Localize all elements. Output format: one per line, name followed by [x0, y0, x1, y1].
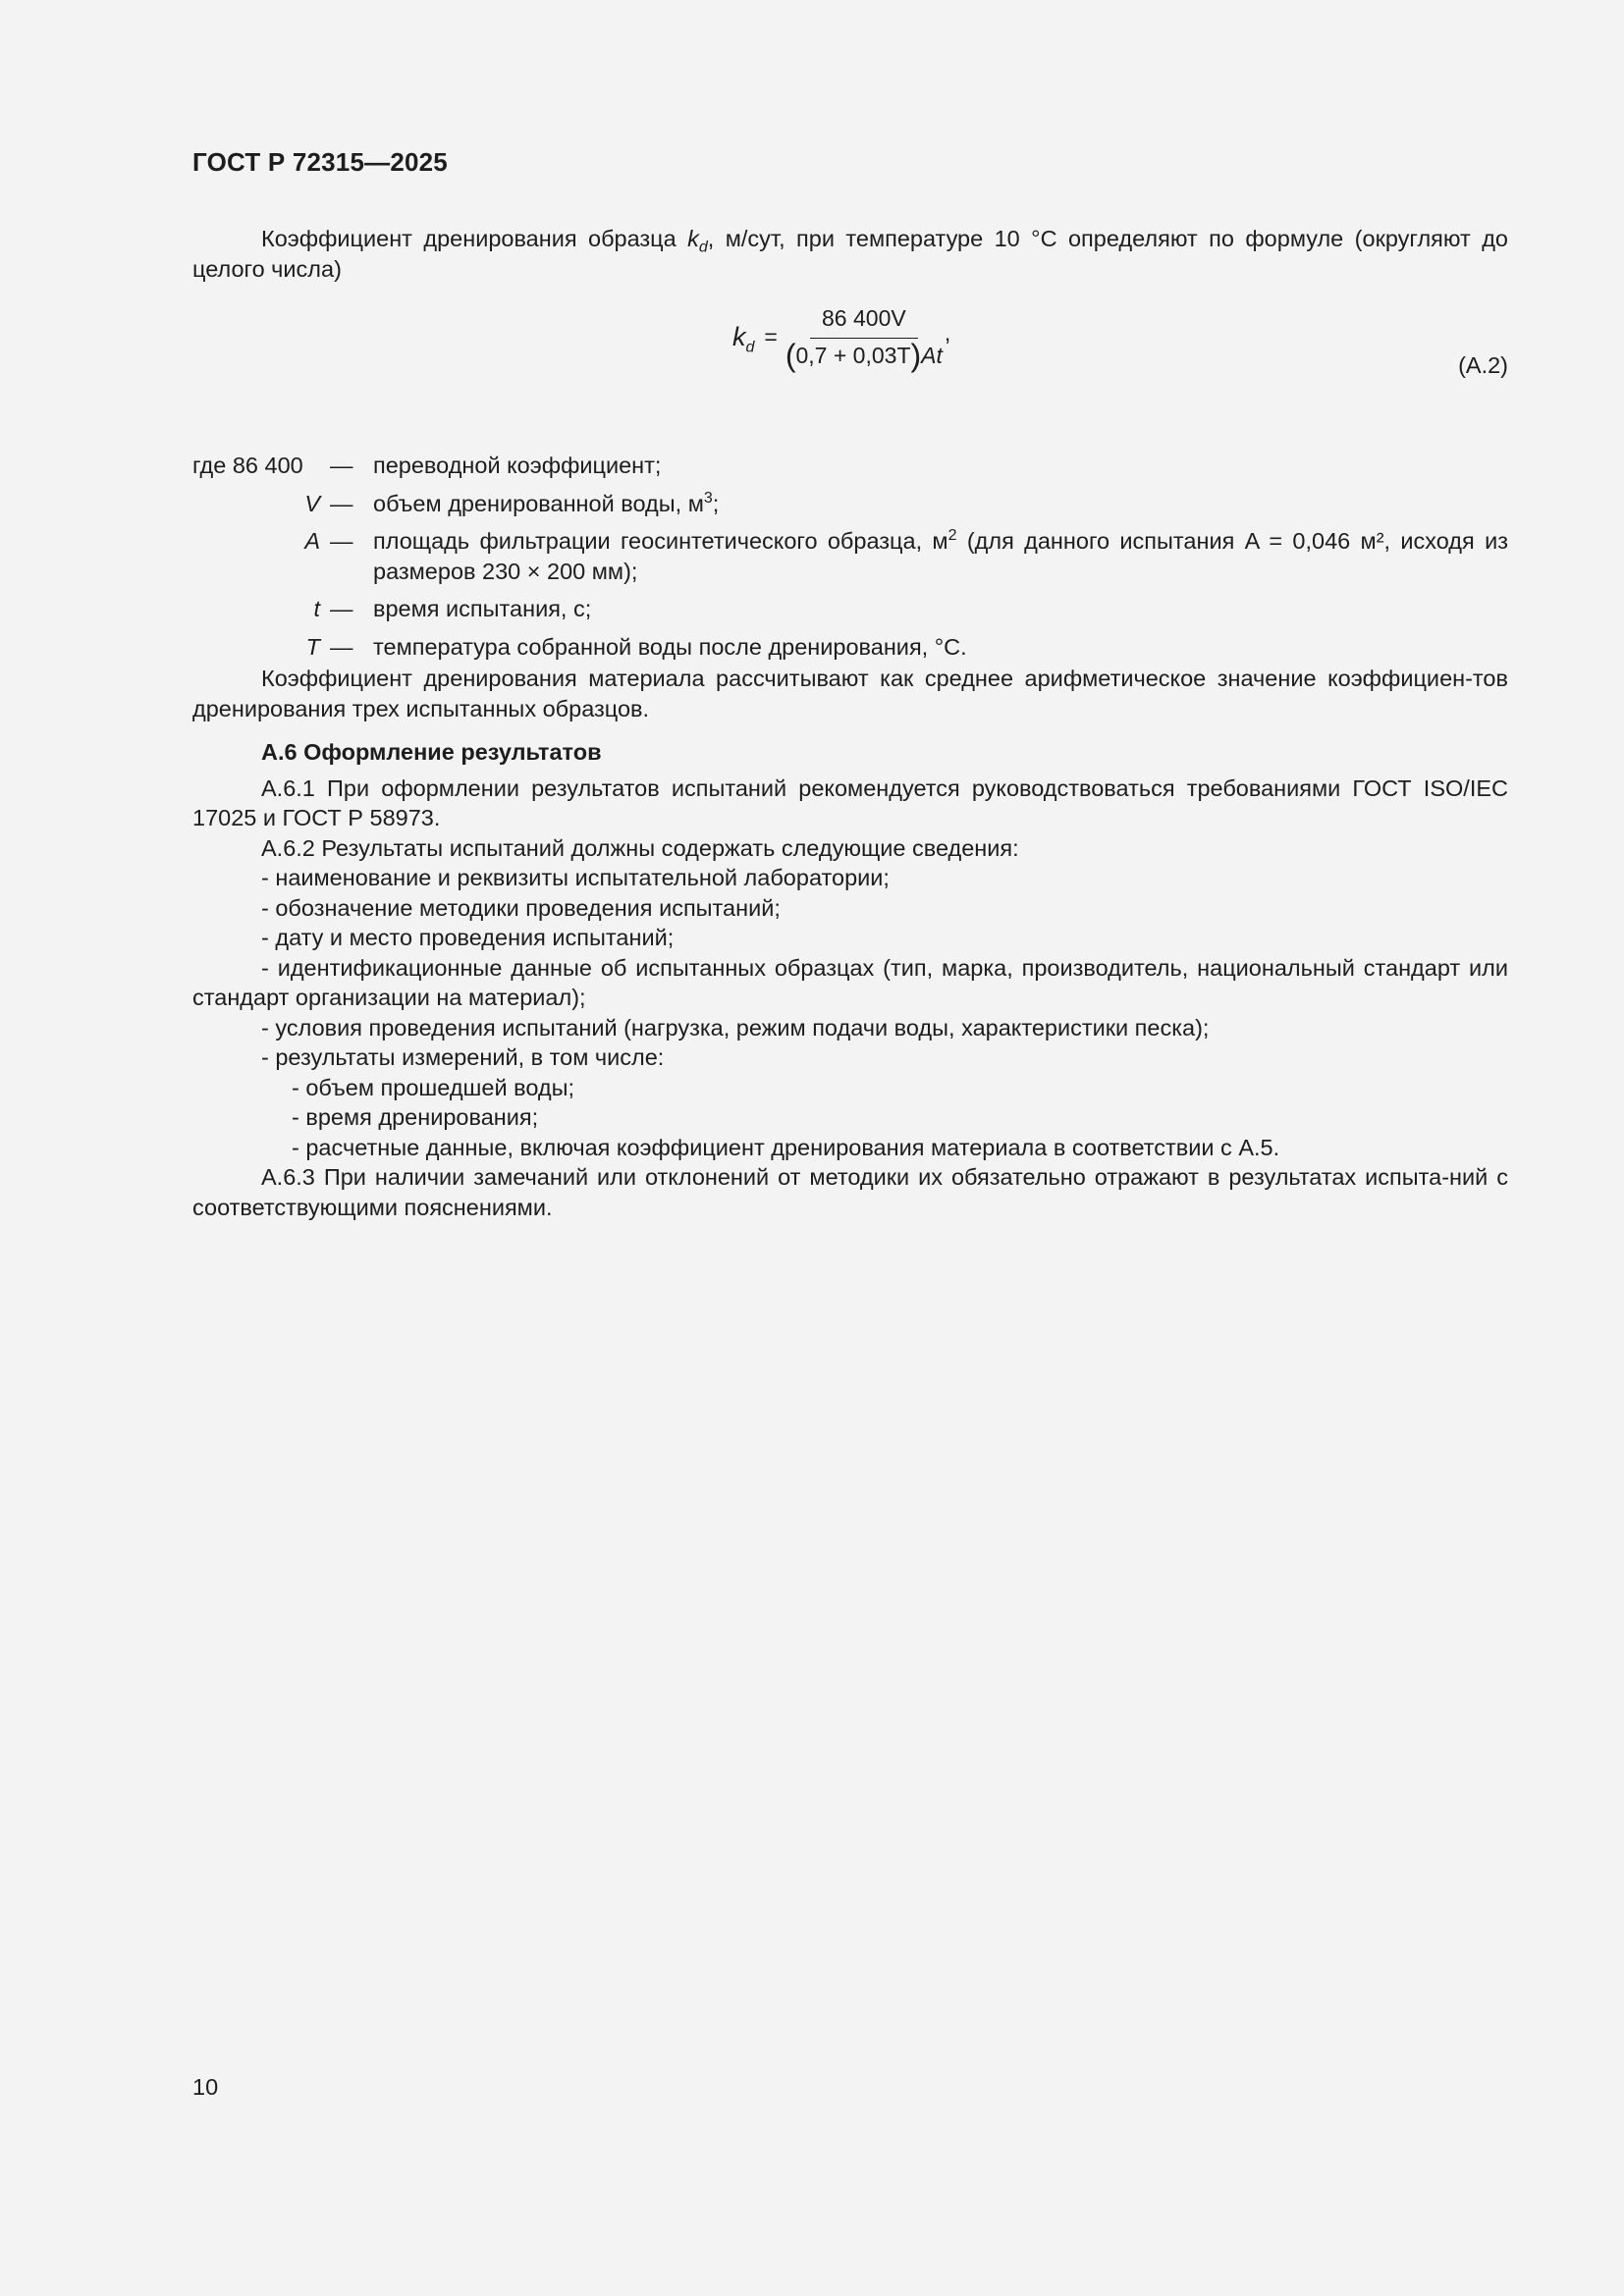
where-tail: ; [712, 490, 720, 516]
intro-text-before: Коэффициент дренирования образца [261, 226, 688, 251]
where-definition: температура собранной воды после дренирования, °С. [373, 633, 967, 660]
where-dash: — [330, 633, 353, 660]
list-item: - результаты измерений, в том числе: [261, 1044, 665, 1070]
where-dash: — [330, 490, 353, 516]
where-dash: — [330, 596, 353, 621]
list-item: - условия проведения испытаний (нагрузка, режим подачи воды, характеристики песка); [261, 1014, 1210, 1041]
formula-equals: = [764, 323, 778, 349]
where-symbol: T [305, 633, 320, 660]
where-sup: 3 [703, 489, 713, 507]
list-item: - наименование и реквизиты испытательной лаборатории; [261, 865, 890, 890]
equation-number: (А.2) [1458, 352, 1508, 378]
where-definition: площадь фильтрации геосинтетического образца, м [373, 528, 948, 554]
where-symbol: t [313, 596, 320, 621]
where-list [192, 451, 1508, 662]
formula-comma: , [944, 319, 951, 346]
formula-lhs-k: k [732, 321, 746, 351]
formula-denominator [785, 339, 943, 371]
list-item: - идентификационные данные об испытанных образцах (тип, марка, производитель, национальный стандарт или стандарт организации на материал); [192, 954, 1508, 1010]
list-item: - дату и место проведения испытаний; [261, 925, 675, 950]
where-sup: 2 [947, 527, 957, 545]
intro-symbol-d: d [698, 239, 708, 256]
section-a6-p1: А.6.1 При оформлении результатов испытаний рекомендуется руководствоваться требованиями ГОСТ ISO/IEC 17025 и ГОСТ Р 58973. [192, 774, 1508, 830]
formula-block [192, 303, 1508, 421]
document-header: ГОСТ Р 72315—2025 [192, 147, 448, 177]
page-number: 10 [192, 2074, 219, 2100]
formula-fraction [785, 303, 943, 373]
where-dash: — [330, 528, 353, 554]
section-a6-p3: А.6.3 При наличии замечаний или отклонений от методики их обязательно отражают в результатах испыта-ний с соответствующими пояснениями. [192, 1164, 1508, 1220]
mean-paragraph: Коэффициент дренирования материала рассчитывают как среднее арифметическое значение коэффициен-тов дренирования трех испытанных образцов. [192, 666, 1508, 721]
where-definition: переводной коэффициент; [373, 453, 662, 478]
where-tail: (для данного испытания A = 0,046 м², исходя из размеров 230 × 200 мм); [373, 528, 1508, 584]
formula-lhs-d: d [745, 339, 755, 356]
formula-den-inner: 0,7 + 0,03T [795, 342, 911, 368]
intro-symbol-k: k [687, 226, 699, 251]
formula-numerator: 86 400V [810, 303, 918, 339]
list-item: - обозначение методики проведения испытаний; [261, 894, 781, 921]
where-definition: объем дренированной воды, м [373, 490, 704, 516]
intro-paragraph [192, 224, 1508, 284]
sublist-item: - время дренирования; [292, 1104, 539, 1130]
formula-paren-close: ) [910, 337, 922, 373]
section-a6-p2: А.6.2 Результаты испытаний должны содержать следующие сведения: [261, 834, 1019, 861]
where-dash: — [330, 453, 353, 478]
formula-den-tail: At [921, 342, 943, 368]
where-symbol: V [304, 490, 320, 516]
sublist-item: - расчетные данные, включая коэффициент дренирования материала в соответствии с А.5. [292, 1134, 1280, 1160]
where-symbol: A [304, 528, 320, 554]
sublist-item: - объем прошедшей воды; [292, 1074, 575, 1100]
intro-text-after: , м/сут, при температуре 10 °С определяют по формуле (округляют до целого числа) [192, 226, 1508, 282]
where-symbol: где 86 400 [192, 453, 303, 478]
document-body [192, 224, 1508, 1222]
formula-lhs [732, 321, 755, 356]
where-definition: время испытания, с; [373, 596, 592, 621]
formula-paren-open: ( [785, 337, 796, 373]
where-definition-wrap [373, 489, 1508, 519]
formula-a2 [732, 303, 951, 373]
section-a6-title: А.6 Оформление результатов [261, 739, 602, 765]
where-definition-wrap [373, 526, 1508, 586]
